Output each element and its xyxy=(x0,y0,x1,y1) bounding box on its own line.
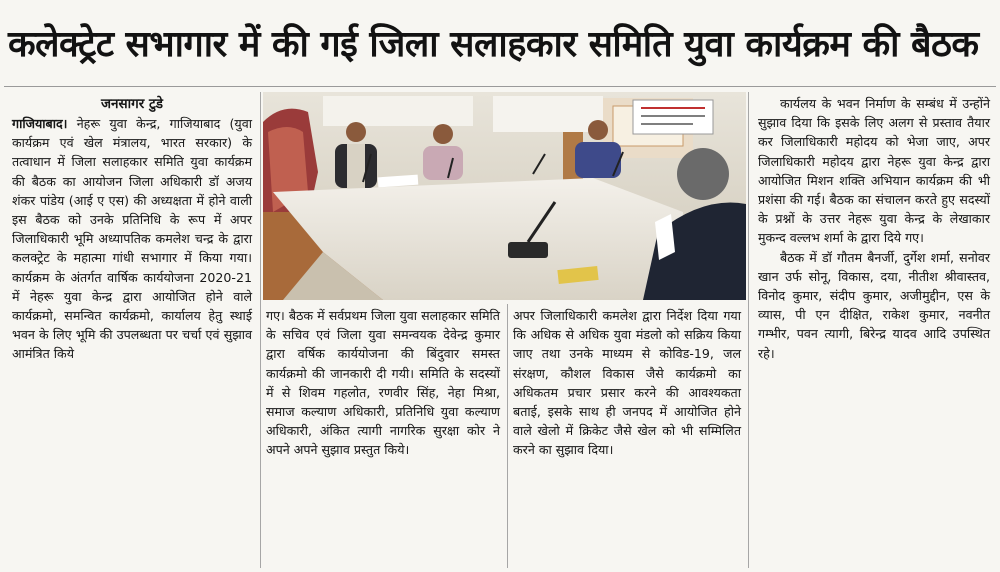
meeting-photo-icon xyxy=(263,92,746,300)
article-text-1 xyxy=(12,114,252,364)
headline-divider xyxy=(4,86,996,87)
article-column-2: गए। बैठक में सर्वप्रथम जिला युवा सलाहकार समिति के सचिव एवं जिला युवा समन्वयक देवेन्द्र कुमार द्वारा वर्षिक कार्ययोजना की बिंदुवार समस्त कार्यक्रमो की जानकारी दी गयी। समिति के सदस्यों में से शिवम गहलोत, रणवीर सिंह, नेहा मिश्रा, समाज कल्याण अधिकारी, प्रतिनिधि युवा कल्याण अधिकारी, अंकित त्यागी नागरिक सुरक्षा कोर ने अपने अपने सुझाव प्रस्तुत किये। xyxy=(266,308,500,458)
column-divider-1 xyxy=(260,92,261,568)
meeting-photo xyxy=(263,92,746,300)
article-column-1 xyxy=(12,94,252,364)
column-divider-3 xyxy=(507,304,508,568)
article-col4-para-2: बैठक में डॉ गौतम बैनर्जी, दुर्गेश शर्मा, सनोवर खान उर्फ सोनू, विकास, दया, नीतीश श्रीवास्तव, विनोद कुमार, संदीप कुमार, अजीमुद्दीन, एस के व्यास, पी एन दीक्षित, राकेश कुमार, नवनीत गम्भीर, पवन त्यागी, बिरेन्द्र यादव आदि उपस्थित रहे। xyxy=(758,249,990,361)
dateline: गाजियाबाद। xyxy=(12,116,68,131)
article-col1-body: नेहरू युवा केन्द्र, गाजियाबाद (युवा कार्यक्रम एवं खेल मंत्रालय, भारत सरकार) के तत्वाधान में जिला सलाहकार समिति युवा कार्यक्रम की बैठक का आयोजन जिला अधिकारी डॉ अजय शंकर पांडेय (आई ए एस) की अध्यक्षता में होने वाली इस बैठक को उनके प्रतिनिधि के रूप में अपर जिलाधिकारी भूमि अध्यापतिक कमलेश चन्द्र के द्वारा कलक्ट्रेट के महात्मा गांधी सभागार में किया गया। कार्यक्रम के अंतर्गत वार्षिक कार्ययोजना 2020-21 में नेहरू युवा केन्द्र द्वारा आयोजित होने वाले कार्यक्रमो, समन्वित कार्यक्रमो, कार्यालय हेतु स्थाई भवन के लिए भूमि की उपलब्धता पर चर्चा एवं सुझाव आमंत्रित किये xyxy=(12,116,252,362)
byline: जनसागर टुडे xyxy=(101,96,163,112)
headline: कलेक्ट्रेट सभागार में की गई जिला सलाहकार समिति युवा कार्यक्रम की बैठक xyxy=(8,24,979,65)
article-column-3: अपर जिलाधिकारी कमलेश द्वारा निर्देश दिया गया कि अधिक से अधिक युवा मंडलो को सक्रिय किया जाए तथा उनके माध्यम से कोविड-19, जल संरक्षण, कौशल विकास जैसे कार्यक्रमो का अधिकतम प्रचार प्रसार करने की आवश्यकता बताई, इसके साथ ही जनपद में आयोजित होने वाले खेलो में क्रिकेट जैसे खेल को भी सम्मिलित करने का सुझाव दिया। xyxy=(513,308,741,458)
article-column-4 xyxy=(758,94,990,363)
article-col4-para-1: कार्यलय के भवन निर्माण के सम्बंध में उन्होंने सुझाव दिया कि इसके लिए अलग से प्रस्ताव तैयार कर जिलाधिकारी महोदय को भेजा जाए, अपर जिलाधिकारी महोदय द्वारा नेहरू युवा केन्द्र द्वारा आयोजित मिशन शक्ति अभियान कार्यक्रम की भी प्रशंसा की गई। बैठक का संचालन करते हुए सदस्यों के प्रश्नों के उत्तर नेहरू युवा केन्द्र के लेखाकार मुकन्द वल्लभ शर्मा के द्वारा दिये गए। xyxy=(758,96,990,246)
column-divider-2 xyxy=(748,92,749,568)
